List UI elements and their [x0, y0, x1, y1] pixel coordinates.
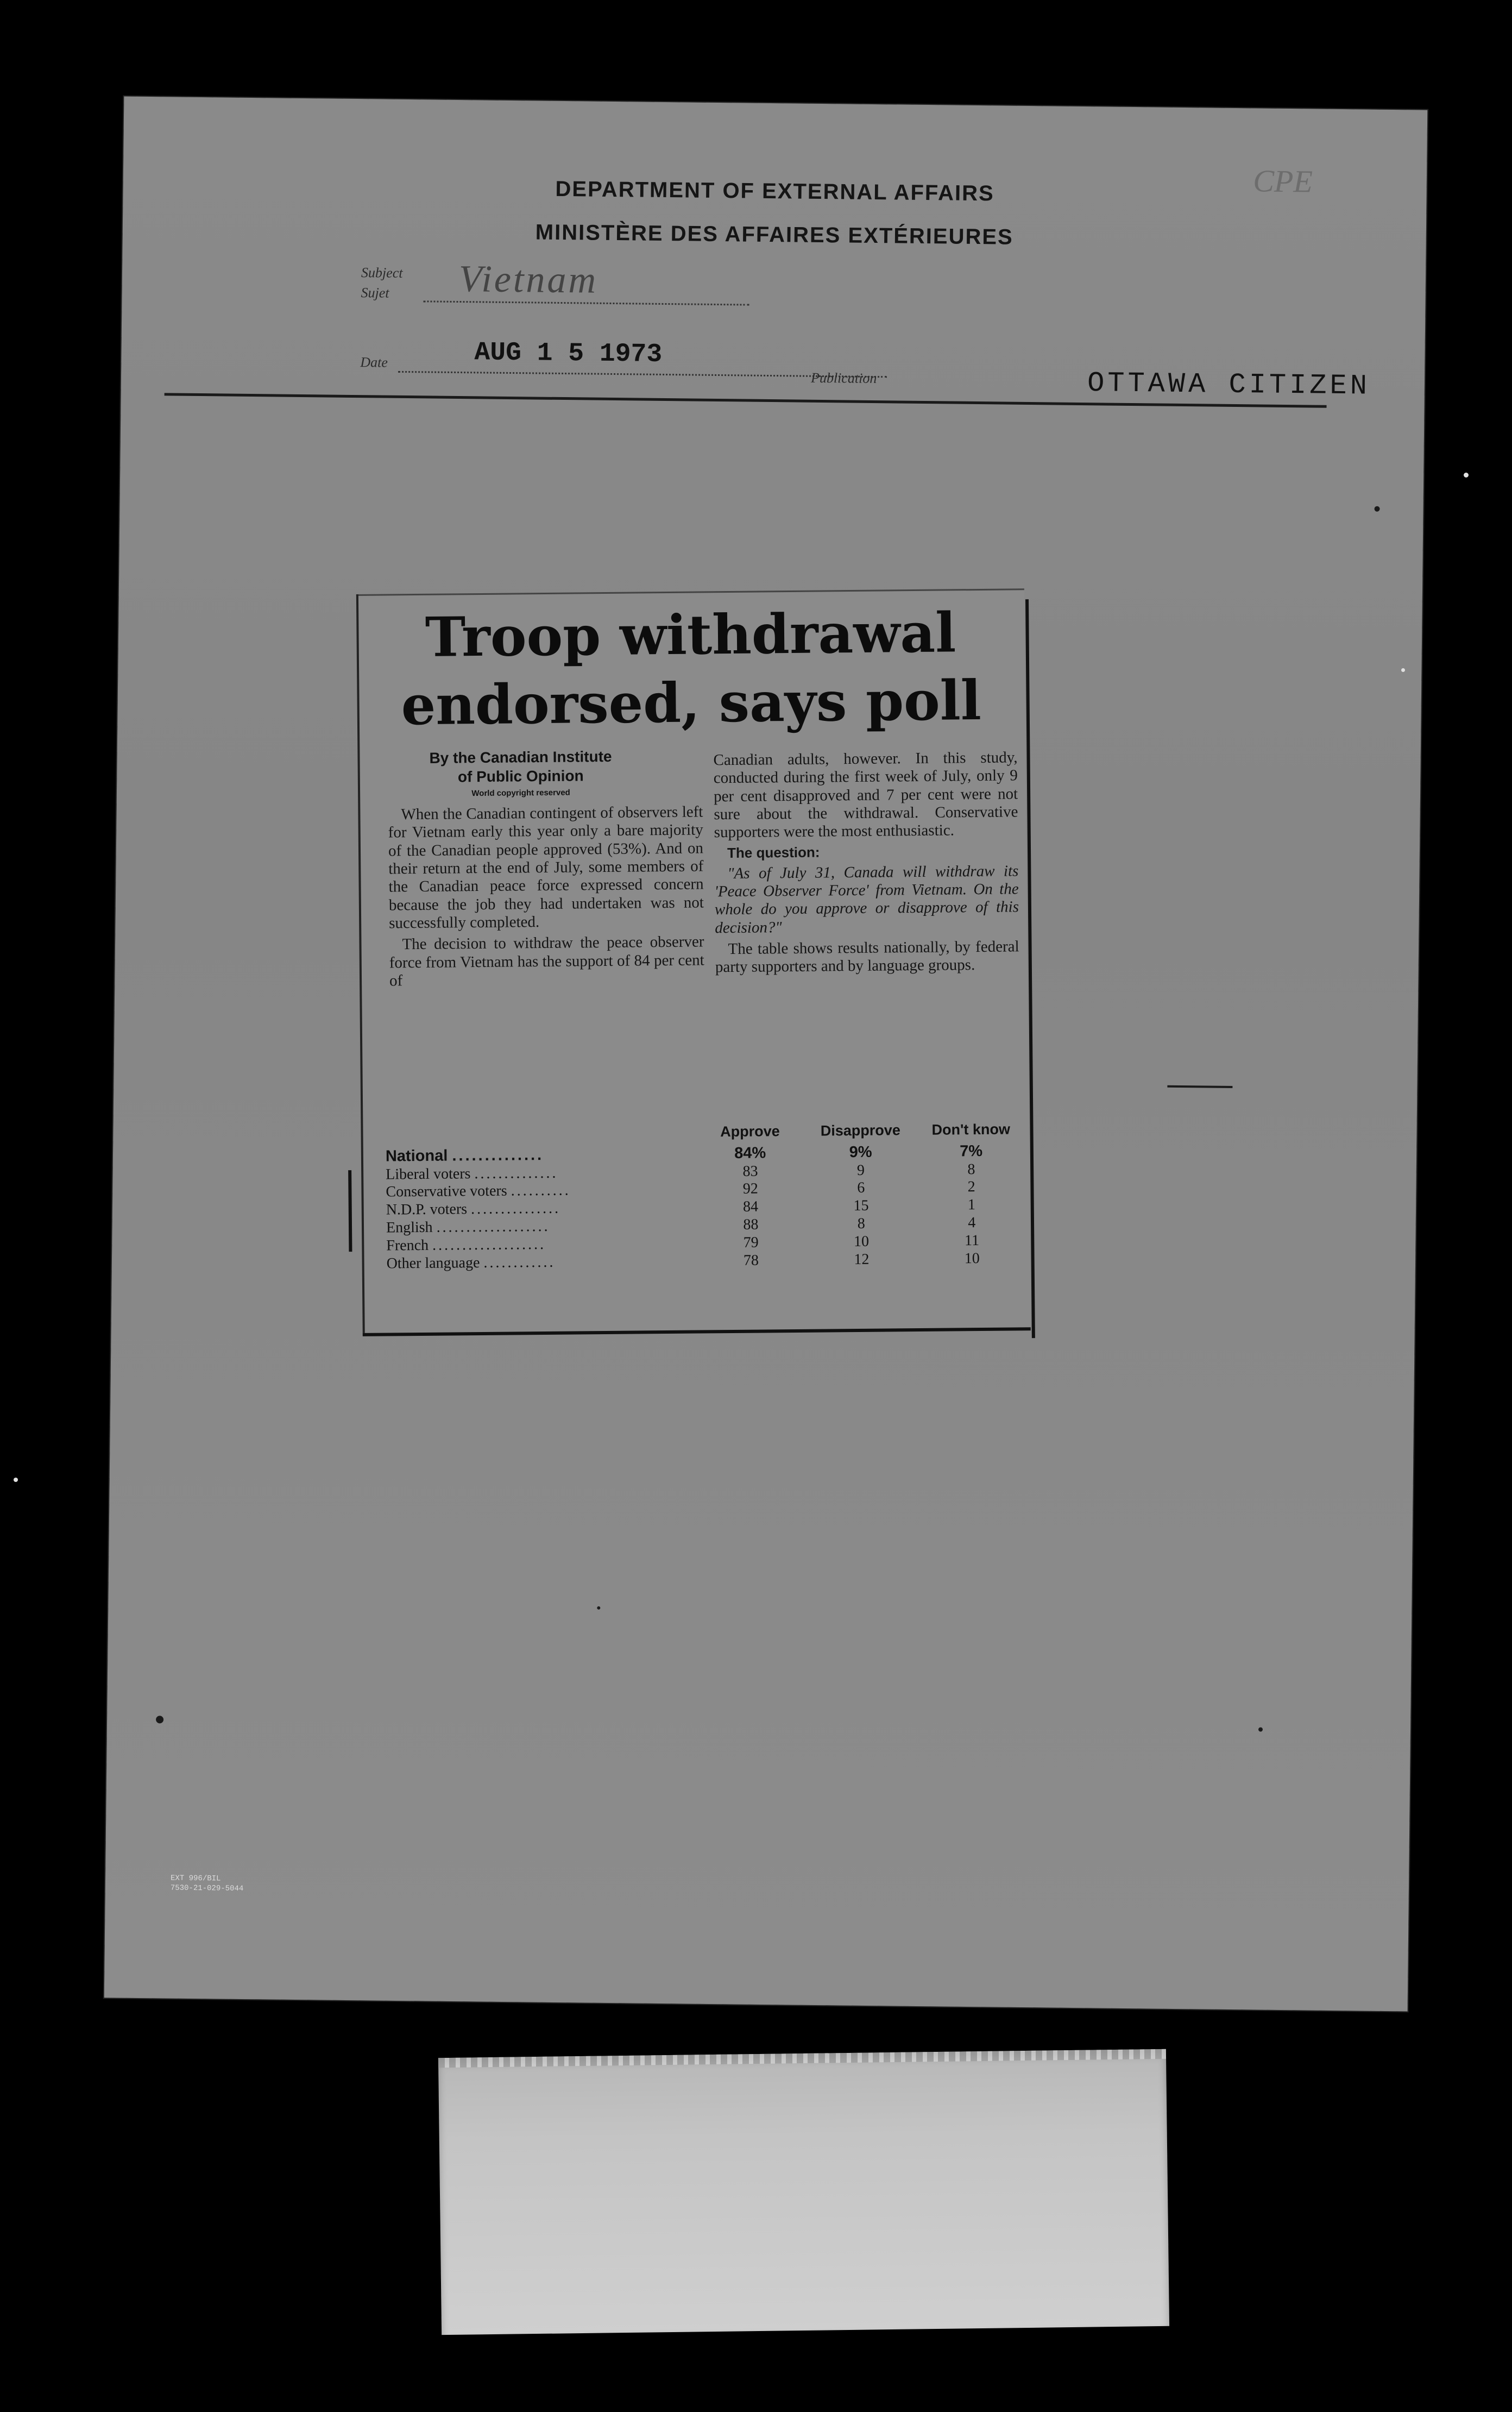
- disapprove-cell: 9%: [849, 1143, 872, 1161]
- specks: [14, 1478, 18, 1482]
- article-paragraph: The decision to withdraw the peace observer force from Vietnam has the support of 84 per cent of: [389, 933, 704, 990]
- date-label: Date: [360, 354, 388, 370]
- date-stamp: AUG 1 5 1973: [474, 338, 663, 369]
- byline-line-2: of Public Opinion: [457, 767, 584, 786]
- dont-know-cell: 7%: [960, 1142, 983, 1160]
- approve-cell: 92: [742, 1180, 758, 1198]
- newspaper-clipping: [356, 588, 1031, 1333]
- disapprove-cell: 15: [853, 1197, 869, 1215]
- table-corner: [385, 1124, 695, 1148]
- card-tab: [438, 2049, 1169, 2335]
- approve-cell: 88: [743, 1216, 759, 1233]
- specks: [1258, 1728, 1263, 1732]
- department-title-fr: MINISTÈRE DES AFFAIRES EXTÉRIEURES: [535, 220, 1013, 249]
- article-left-column: [388, 803, 704, 993]
- publication-value: OTTAWA CITIZEN: [1087, 367, 1371, 403]
- subject-label: Subject: [361, 265, 403, 281]
- row-label: French: [386, 1236, 429, 1254]
- subject-value: Vietnam: [458, 258, 598, 302]
- specks: [1401, 668, 1405, 672]
- row-label: English: [386, 1218, 433, 1236]
- row-label: Conservative voters: [386, 1182, 507, 1201]
- byline-line-1: By the Canadian Institute: [429, 748, 612, 767]
- dont-know-cell: 10: [964, 1249, 980, 1267]
- approve-cell: 84: [742, 1198, 759, 1215]
- specks: [597, 1606, 600, 1610]
- dont-know-cell: 8: [967, 1160, 975, 1178]
- row-label: Other language: [386, 1254, 480, 1272]
- copyright-notice: World copyright reserved: [471, 788, 570, 799]
- question-label: The question:: [727, 844, 820, 861]
- margin-stroke: [1167, 1085, 1232, 1088]
- table-row: French ................... 79 10 11: [386, 1232, 1027, 1255]
- clip-edge: [363, 1327, 1031, 1336]
- form-code-line-2: 7530-21-029-5044: [170, 1883, 244, 1894]
- article-paragraph: When the Canadian contingent of observers left for Vietnam early this year only a bare majority of the Canadian people approved (53%). And on their return at the end of July, some members of the Canadian peace force expressed concern because the job they had undertaken was not successfully completed.: [388, 803, 704, 932]
- byline: [395, 746, 646, 787]
- dont-know-cell: 4: [968, 1214, 976, 1232]
- article-right-column: [713, 749, 1019, 980]
- form-code: [171, 1874, 244, 1894]
- table-row: N.D.P. voters ............... 84 15 1: [386, 1196, 1027, 1219]
- column-header-dont-know: Don't know: [931, 1121, 1011, 1138]
- dont-know-cell: 1: [967, 1196, 976, 1214]
- approve-cell: 83: [742, 1163, 758, 1180]
- table-row: Conservative voters .......... 92 6 2: [386, 1178, 1026, 1202]
- disapprove-cell: 6: [857, 1179, 865, 1197]
- form-code-line-1: EXT 996/BIL: [170, 1874, 221, 1883]
- disapprove-cell: 8: [857, 1215, 865, 1232]
- dont-know-cell: 2: [967, 1178, 975, 1196]
- clip-edge: [356, 588, 1024, 596]
- publication-label: Publication: [810, 369, 877, 387]
- corner-handwritten-mark: CPE: [1252, 163, 1313, 199]
- column-header-disapprove: Disapprove: [820, 1122, 900, 1139]
- clipping-sheet: [104, 97, 1428, 2012]
- margin-mark: [348, 1170, 352, 1252]
- headline-line-1: Troop withdrawal: [425, 600, 956, 669]
- headline-line-2: endorsed, says poll: [401, 668, 982, 738]
- specks: [1375, 506, 1380, 512]
- article-paragraph: Canadian adults, however. In this study, conducted during the first week of July, only 9 per cent disapproved and 7 per cent were not sure about the withdrawal. Conservative supporters were the most enthusiastic.: [713, 749, 1018, 841]
- approve-cell: 84%: [734, 1144, 766, 1162]
- table-row: Other language ............ 78 12 10: [386, 1249, 1027, 1273]
- disapprove-cell: 12: [854, 1251, 870, 1268]
- article-paragraph: The table shows results nationally, by federal party supporters and by language groups.: [715, 938, 1019, 976]
- department-title-en: DEPARTMENT OF EXTERNAL AFFAIRS: [555, 177, 994, 206]
- sujet-label: Sujet: [361, 285, 389, 301]
- specks: [1464, 473, 1469, 478]
- table-row: English ................... 88 8 4: [386, 1214, 1027, 1237]
- disapprove-cell: 10: [853, 1233, 870, 1250]
- column-header-approve: Approve: [720, 1123, 780, 1140]
- row-label: Liberal voters: [386, 1165, 471, 1183]
- disapprove-cell: 9: [856, 1161, 865, 1179]
- table-row: National .............. 84% 9% 7%: [386, 1142, 1026, 1166]
- question-text: "As of July 31, Canada will withdraw its 'Peace Observer Force' from Vietnam. On the whole do you approve or disapprove of this decision?": [714, 862, 1019, 937]
- dont-know-cell: 11: [964, 1232, 980, 1249]
- row-label: N.D.P. voters: [386, 1201, 468, 1218]
- approve-cell: 78: [743, 1252, 759, 1269]
- tab-torn-edge: [438, 2049, 1166, 2068]
- row-label: National: [385, 1147, 448, 1165]
- poll-results-table: [385, 1121, 1027, 1273]
- approve-cell: 79: [743, 1234, 759, 1251]
- hole-mark: [156, 1716, 163, 1723]
- table-row: Liberal voters .............. 83 9 8: [386, 1160, 1026, 1184]
